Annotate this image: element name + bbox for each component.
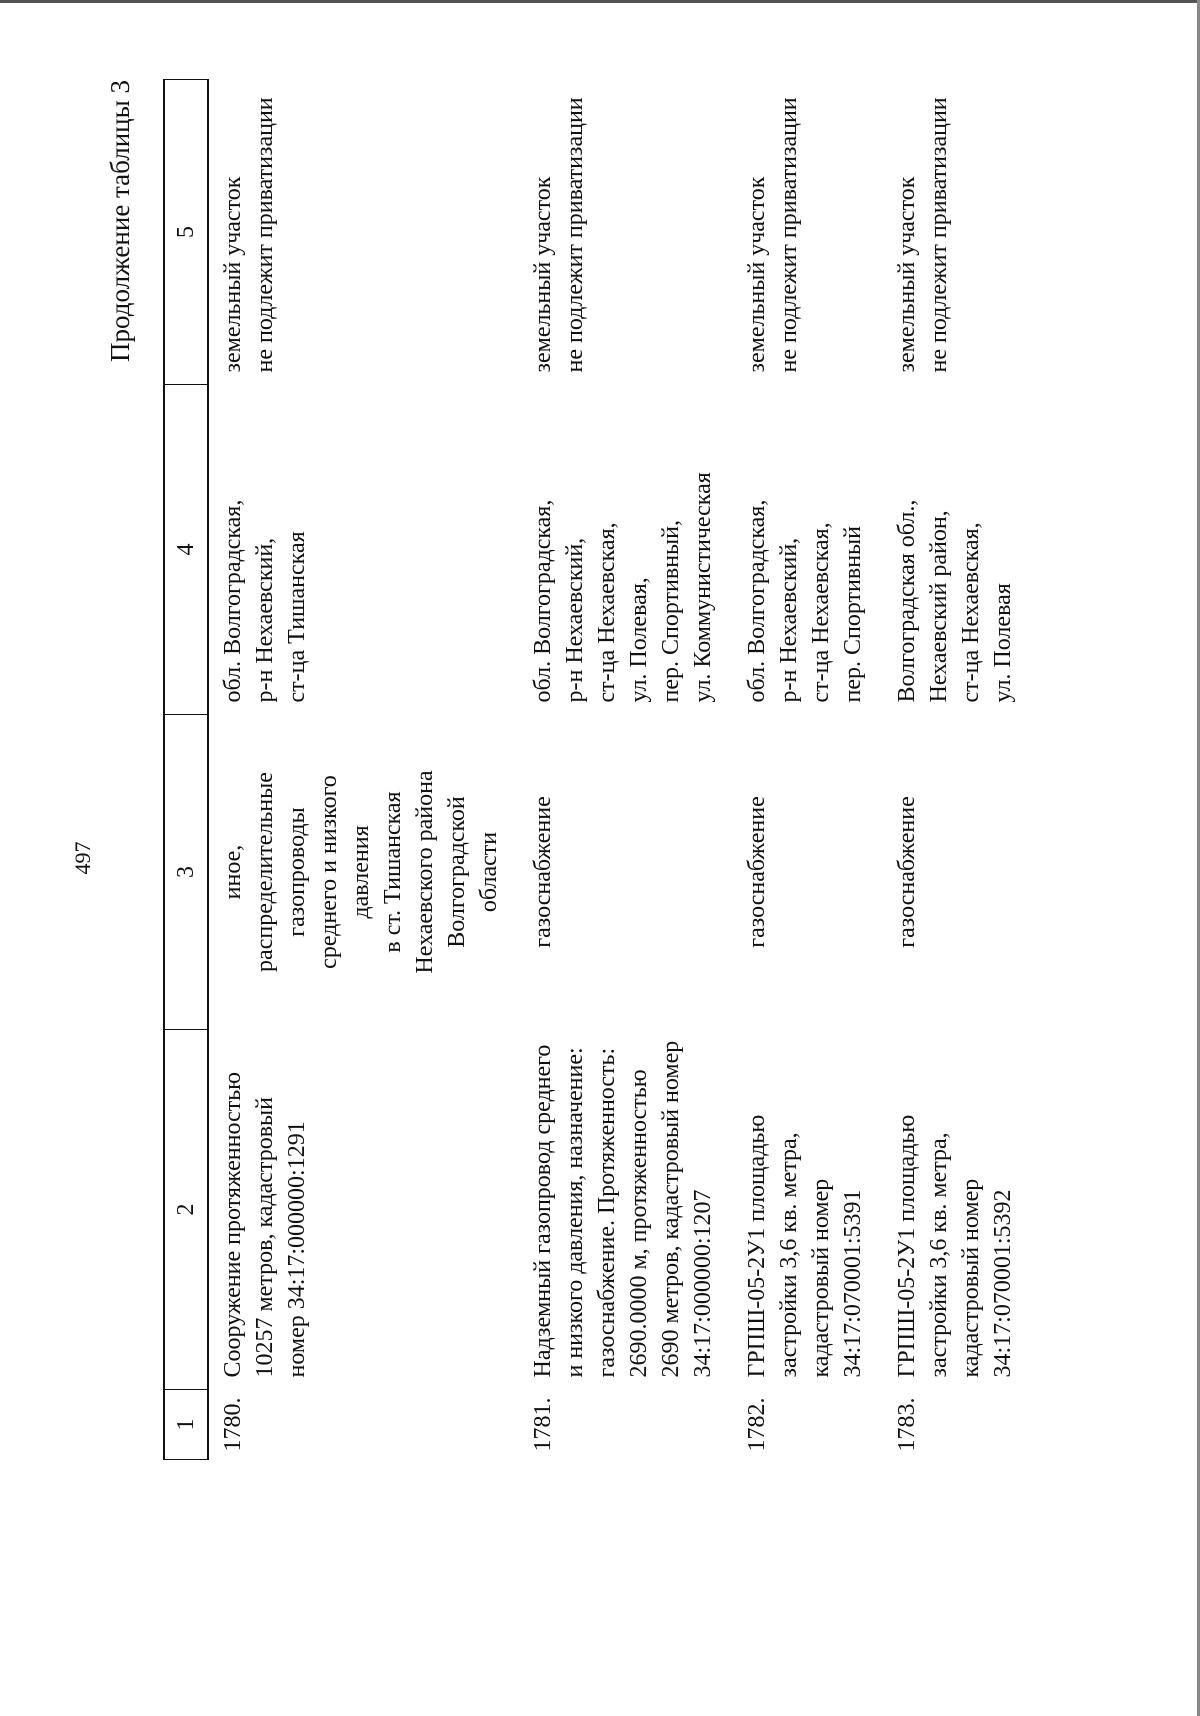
object-purpose-line: газопроводы — [284, 807, 310, 937]
object-purpose-line: среднего и низкого — [316, 775, 342, 969]
table-header — [164, 80, 208, 1460]
object-address-line: ст-ца Нехаевская, — [958, 522, 984, 703]
header-col-5: 5 — [164, 80, 208, 385]
table-row — [733, 80, 883, 1460]
object-purpose-line: газоснабжение — [530, 796, 556, 948]
row-number: 1780. — [220, 1397, 246, 1452]
object-address — [519, 385, 733, 715]
privatization-note — [883, 80, 1033, 385]
header-row — [164, 80, 208, 1460]
object-address — [733, 385, 883, 715]
object-description-line: ГРПШ-05-2У1 площадью — [744, 1114, 770, 1378]
privatization-note-line: земельный участок — [530, 176, 556, 373]
object-purpose — [519, 715, 733, 1030]
object-description — [733, 1030, 883, 1390]
object-purpose-line: газоснабжение — [744, 796, 770, 948]
object-purpose-line: в ст. Тишанская — [380, 791, 406, 953]
object-description-line: кадастровый номер — [958, 1178, 984, 1378]
privatization-note-line: не подлежит приватизации — [252, 97, 278, 373]
privatization-note-line: не подлежит приватизации — [926, 97, 952, 373]
privatization-note-line: земельный участок — [220, 176, 246, 373]
privatization-note — [208, 80, 519, 385]
object-address — [883, 385, 1033, 715]
table-row — [883, 80, 1033, 1460]
object-description — [883, 1030, 1033, 1390]
row-number: 1783. — [894, 1397, 920, 1452]
privatization-note — [519, 80, 733, 385]
object-description-line: 2690 метров, кадастровый номер — [658, 1040, 684, 1378]
object-purpose — [208, 715, 519, 1030]
table-row — [519, 80, 733, 1460]
object-description-line: газоснабжение. Протяженность: — [594, 1047, 620, 1378]
object-address-line: пер. Спортивный, — [658, 519, 684, 703]
object-address-line: обл. Волгоградская, — [220, 499, 246, 703]
header-col-4: 4 — [164, 385, 208, 715]
object-address-line: р-н Нехаевский, — [562, 537, 588, 703]
object-address-line: обл. Волгоградская, — [530, 499, 556, 703]
object-description-line: 34:17:070001:5392 — [990, 1189, 1016, 1378]
row-number: 1782. — [744, 1397, 770, 1452]
object-purpose — [733, 715, 883, 1030]
privatization-note-line: не подлежит приватизации — [562, 97, 588, 373]
page-number: 497 — [70, 841, 95, 875]
object-purpose-line: области — [476, 831, 502, 913]
object-description-line: 2690.0000 м, протяженностью — [626, 1069, 652, 1378]
object-description-line: застройки 3,6 кв. метра, — [776, 1132, 802, 1378]
object-purpose-line: Волгоградской — [444, 796, 470, 948]
object-address-line: Волгоградская обл., — [894, 499, 920, 703]
table-body — [208, 80, 1033, 1460]
object-description-line: 34:17:070001:5391 — [840, 1189, 866, 1378]
object-address-line: пер. Спортивный — [840, 525, 866, 703]
object-address-line: ст-ца Нехаевская, — [808, 522, 834, 703]
privatization-note-line: не подлежит приватизации — [776, 97, 802, 373]
object-address-line: р-н Нехаевский, — [252, 537, 278, 703]
object-purpose-line: Нехаевского района — [412, 770, 438, 974]
object-description-line: ГРПШ-05-2У1 площадью — [894, 1114, 920, 1378]
table-row — [208, 80, 519, 1460]
header-col-1: 1 — [164, 1390, 208, 1460]
object-address-line: ул. Полевая — [990, 583, 1016, 703]
object-description-line: кадастровый номер — [808, 1178, 834, 1378]
object-address-line: ст-ца Нехаевская, — [594, 522, 620, 703]
object-address-line: ул. Полевая, — [626, 577, 652, 703]
object-address-line: р-н Нехаевский, — [776, 537, 802, 703]
privatization-note-line: земельный участок — [894, 176, 920, 373]
privatization-note-line: земельный участок — [744, 176, 770, 373]
object-purpose-line: иное, — [220, 844, 246, 900]
object-address-line: Нехаевский район, — [926, 510, 952, 703]
header-col-3: 3 — [164, 715, 208, 1030]
object-description-line: Сооружение протяженностью — [220, 1071, 246, 1378]
object-address-line: обл. Волгоградская, — [744, 499, 770, 703]
object-address — [208, 385, 519, 715]
object-description-line: 10257 метров, кадастровый — [252, 1097, 278, 1378]
object-description-line: Надземный газопровод среднего — [530, 1044, 556, 1378]
object-address-line: ст-ца Тишанская — [284, 531, 310, 703]
header-col-2: 2 — [164, 1030, 208, 1390]
object-description — [519, 1030, 733, 1390]
object-purpose-line: давления — [348, 825, 374, 919]
object-description-line: 34:17:000000:1207 — [690, 1189, 716, 1378]
object-purpose-line: газоснабжение — [894, 796, 920, 948]
row-number: 1781. — [530, 1397, 556, 1452]
object-description-line: застройки 3,6 кв. метра, — [926, 1132, 952, 1378]
object-description — [208, 1030, 519, 1390]
object-purpose-line: распределительные — [252, 772, 278, 972]
table-continuation-caption: Продолжение таблицы 3 — [105, 80, 135, 362]
privatization-note — [733, 80, 883, 385]
object-description-line: номер 34:17:000000:1291 — [284, 1121, 310, 1378]
object-description-line: и низкого давления, назначение: — [562, 1047, 588, 1378]
object-address-line: ул. Коммунистическая — [690, 472, 716, 703]
property-table — [163, 79, 1033, 1460]
object-purpose — [883, 715, 1033, 1030]
